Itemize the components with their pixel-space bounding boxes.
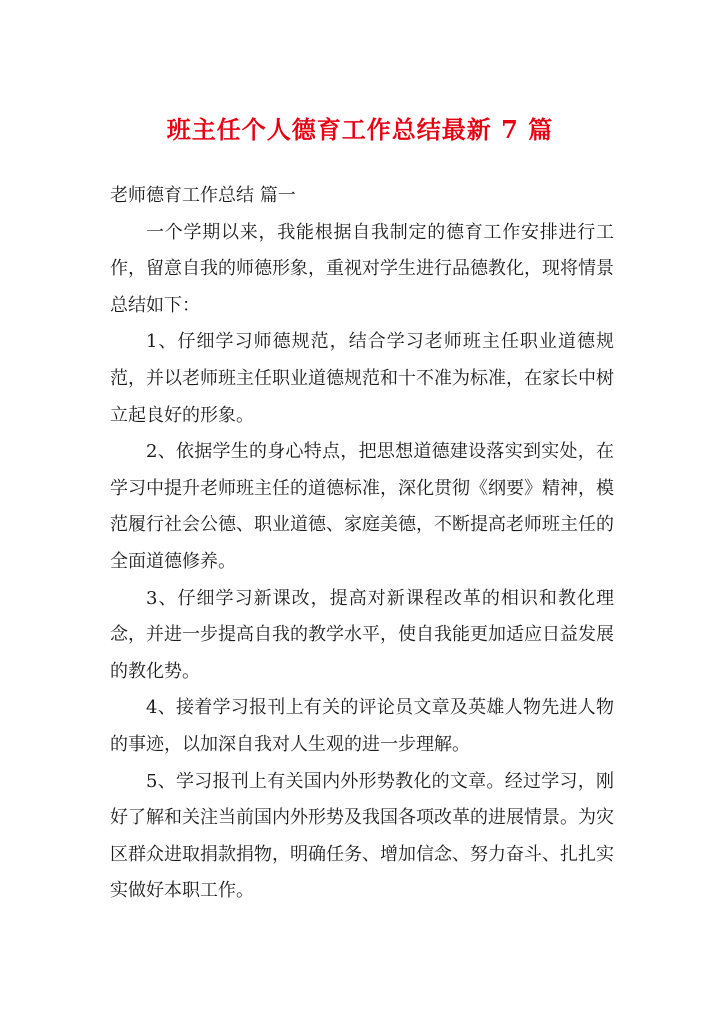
paragraph-item-1: 1、仔细学习师德规范，结合学习老师班主任职业道德规范，并以老师班主任职业道德规范和十不准为标准，在家长中树立起良好的形象。 xyxy=(110,331,614,426)
document-body xyxy=(110,178,614,910)
paragraph-item-5: 5、学习报刊上有关国内外形势教化的文章。经过学习，刚好了解和关注当前国内外形势及我国各项改革的进展情景。为灾区群众进取捐款捐物，明确任务、增加信念、努力奋斗、扎扎实实做好本职工作。 xyxy=(110,770,614,902)
document-title: 班主任个人德育工作总结最新 7 篇 xyxy=(166,115,554,144)
paragraph-item-3: 3、仔细学习新课改，提高对新课程改革的相识和教化理念，并进一步提高自我的教学水平，使自我能更加适应日益发展的教化势。 xyxy=(110,587,614,682)
paragraph-intro: 一个学期以来，我能根据自我制定的德育工作安排进行工作，留意自我的师德形象，重视对学生进行品德教化，现将情景总结如下： xyxy=(110,221,614,316)
paragraph-item-2: 2、依据学生的身心特点，把思想道德建设落实到实处，在学习中提升老师班主任的道德标准，深化贯彻《纲要》精神，模范履行社会公德、职业道德、家庭美德，不断提高老师班主任的全面道德修养。 xyxy=(110,441,614,572)
paragraph-item-4: 4、接着学习报刊上有关的评论员文章及英雄人物先进人物的事迹，以加深自我对人生观的进一步理解。 xyxy=(110,697,614,755)
section-heading: 老师德育工作总结 篇一 xyxy=(110,185,296,206)
